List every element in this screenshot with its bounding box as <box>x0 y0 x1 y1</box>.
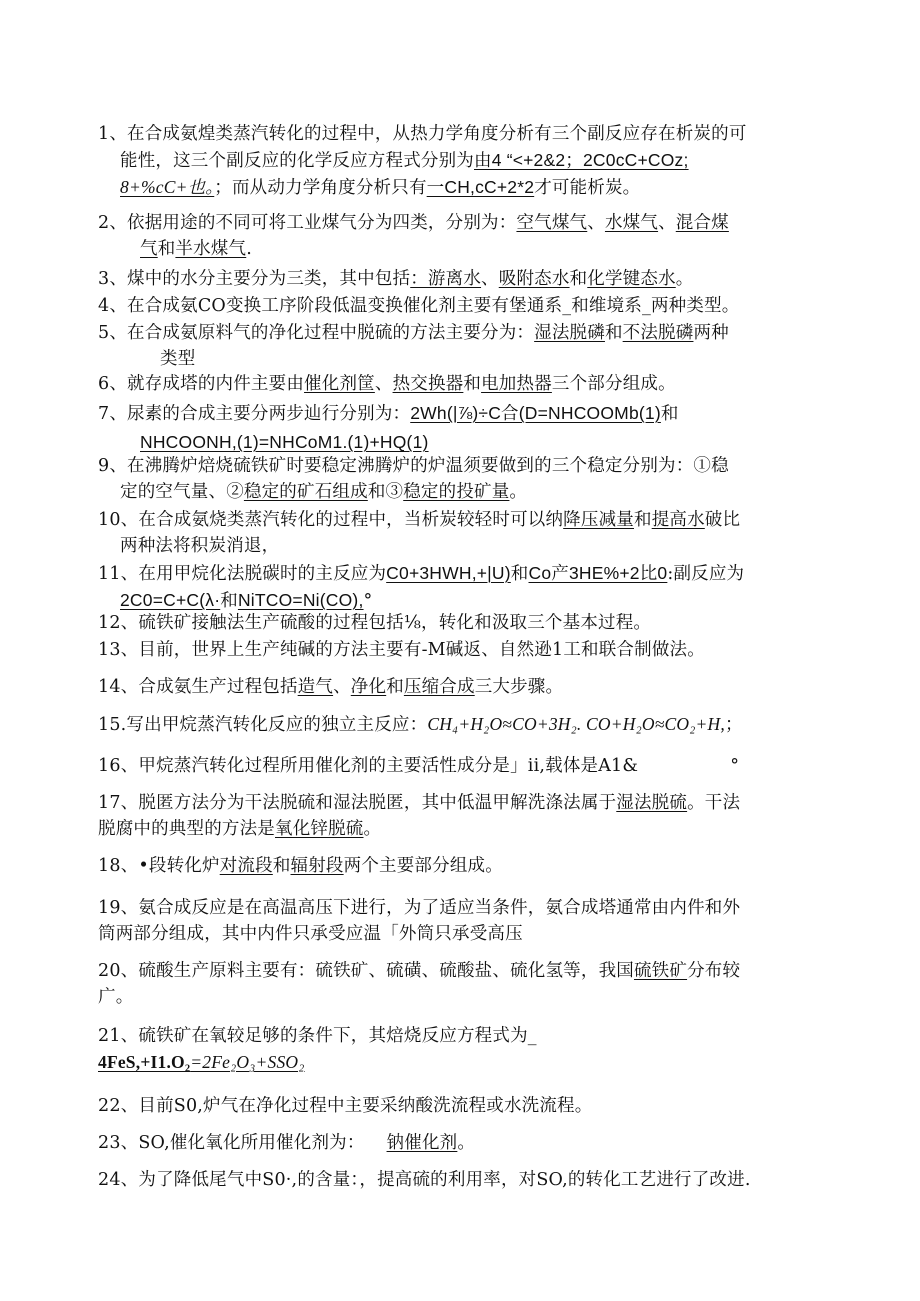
answer-underlined: 降压减量 <box>563 510 634 530</box>
text-line <box>98 674 828 700</box>
answer-underlined: 化学键态水 <box>587 269 676 289</box>
question-2 <box>98 210 828 262</box>
text-line <box>98 147 828 174</box>
question-21 <box>98 1023 828 1076</box>
answer-underlined: 辐射段 <box>290 856 344 876</box>
question-15 <box>98 711 828 738</box>
text: 、 <box>333 677 351 697</box>
answer-underlined: 8+%cC+也。 <box>120 177 215 197</box>
answer-underlined: 水煤气 <box>604 213 659 233</box>
text-line: 1、在合成氨煌类蒸汽转化的过程中，从热力学角度分析有三个副反应存在析炭的可 <box>98 124 747 144</box>
answer-underlined: 混合煤 <box>675 213 729 233</box>
text-line <box>98 790 828 816</box>
answer-underlined: 稳定的矿石组成 <box>243 482 368 502</box>
text: 18、•段转化炉 <box>98 856 220 876</box>
text: 和 <box>660 404 679 424</box>
question-17 <box>98 790 828 842</box>
answer-underlined: Co产3HE%+2比0 <box>528 563 668 583</box>
text: :副反应为 <box>667 564 745 584</box>
answer-underlined: 压缩合成 <box>403 677 475 697</box>
question-11 <box>98 560 828 614</box>
answer-underlined: 气 <box>140 239 158 259</box>
text: 。 <box>509 482 528 502</box>
text: 17、脱匿方法分为干法脱硫和湿法脱匿，其中低温甲解洗涤法属于 <box>98 793 617 813</box>
answer-underlined: 稳定的投矿量 <box>403 482 510 502</box>
text: 14、合成氨生产过程包括 <box>98 677 298 697</box>
text-line: 13、目前，世界上生产纯碱的方法主要有-M碱返、自然逊1工和联合制做法。 <box>98 640 705 660</box>
answer-underlined: 一CH,cC+2*2 <box>426 177 535 197</box>
text-line <box>98 479 828 505</box>
question-7 <box>98 400 828 456</box>
text-line <box>98 1049 828 1076</box>
text-line: 广。 <box>98 987 134 1007</box>
answer-underlined: 湿法脱磷 <box>534 323 605 343</box>
text: 20、硫酸生产原料主要有：硫铁矿、硫磺、硫酸盐、硫化氢等，我国 <box>98 961 634 981</box>
text-line <box>98 400 828 427</box>
answer-underlined: 热交换器 <box>392 374 464 394</box>
text: 2、依据用途的不同可将工业煤气分为四类，分别为： <box>98 213 517 233</box>
text: 7、尿素的合成主要分两步辿行分别为： <box>98 404 411 424</box>
text-line <box>98 1130 828 1156</box>
text-line <box>98 371 828 397</box>
text: 两种 <box>693 323 729 343</box>
answer-underlined: 2Wh(|⅞)÷C合(D=NHCOOMb(1) <box>410 403 661 423</box>
answer-underlined: 硫铁矿 <box>633 961 688 981</box>
text-line: 4、在合成氨CO变换工序阶段低温变换催化剂主要有堡通系_和维境系_两种类型。 <box>98 296 740 316</box>
answer-underlined: 钠催化剂 <box>386 1133 458 1153</box>
text-line <box>98 958 828 984</box>
text-line: 21、硫铁矿在氧较足够的条件下，其焙烧反应方程式为_ <box>98 1026 537 1046</box>
text-line: 筒两部分组成，其中内件只承受应温「外筒只承受高压 <box>98 924 523 944</box>
text-line: 类型 <box>160 349 196 369</box>
answer-underlined: 氧化锌脱硫 <box>275 819 364 839</box>
question-19 <box>98 895 828 947</box>
text: 脱腐中的典型的方法是 <box>98 819 275 839</box>
text: 、 <box>481 269 499 289</box>
question-1 <box>98 121 828 201</box>
text: 和 <box>569 269 588 289</box>
question-10 <box>98 507 828 559</box>
text: 三个部分组成。 <box>551 374 676 394</box>
question-16 <box>98 753 828 779</box>
text: ° <box>730 756 740 776</box>
text: 10、在合成氨烧类蒸汽转化的过程中，当析炭较轻时可以纳 <box>98 510 564 530</box>
answer-underlined: 造气 <box>297 677 334 697</box>
text-line: 19、氨合成反应是在高温高压下进行，为了适应当条件，氨合成塔通常由内件和外 <box>98 898 741 918</box>
text-line <box>98 429 828 456</box>
text: 才可能析炭。 <box>534 178 641 198</box>
question-13 <box>98 637 828 663</box>
text: 5、在合成氨原料气的净化过程中脱硫的方法主要分为： <box>98 323 535 343</box>
answer-underlined: 不法脱磷 <box>622 323 694 343</box>
answer-underlined: 催化剂筐 <box>304 374 375 394</box>
question-4 <box>98 293 828 319</box>
text-line <box>98 236 828 262</box>
text: . <box>246 239 252 259</box>
text: 和 <box>386 677 404 697</box>
text-line <box>98 507 828 533</box>
text-line <box>98 711 828 738</box>
answer-underlined: 半水煤气 <box>175 239 247 259</box>
text: 和 <box>220 591 238 611</box>
text: 和 <box>463 374 482 394</box>
answer-underlined: 空气煤气 <box>516 213 588 233</box>
text-line <box>98 210 828 236</box>
text-line: 两种法将积炭消退， <box>120 536 280 556</box>
formula: CH₄+H₂O≈CO+3H₂. CO+H₂O≈CO₂+H, <box>427 714 725 734</box>
text-line <box>98 853 828 879</box>
answer-underlined: 由4 “<+2&2；2C0cC+COz; <box>474 150 689 170</box>
text: 。 <box>675 269 694 289</box>
text-line <box>98 320 828 346</box>
text: 6、就存成塔的内件主要由 <box>98 374 305 394</box>
answer-underlined: NiTCO=Ni(CO), <box>237 590 364 610</box>
text-line: 9、在沸腾炉焙烧硫铁矿时要稳定沸腾炉的炉温须要做到的三个稳定分别为：①稳 <box>98 456 729 476</box>
text: 。 <box>457 1133 476 1153</box>
answer-underlined: 净化 <box>350 677 387 697</box>
text: 3、煤中的水分主要分为三类，其中包括 <box>98 269 411 289</box>
formula: =2Fe₂O₃+SSO₂ <box>190 1052 305 1072</box>
text: 和 <box>510 564 529 584</box>
question-14 <box>98 674 828 700</box>
question-6 <box>98 371 828 397</box>
text: 和③ <box>367 482 404 502</box>
answer-underlined: ：游离水 <box>410 269 482 289</box>
answer-underlined: 2C0=C+C(λ· <box>120 590 221 610</box>
answer-underlined: 提高水 <box>651 510 705 530</box>
question-18 <box>98 853 828 879</box>
answer-underlined: 电加热器 <box>481 374 552 394</box>
question-12 <box>98 610 828 636</box>
question-9 <box>98 453 828 505</box>
answer-underlined: NHCOONH,(1)=NHCoM1.(1)+HQ(1) <box>140 432 429 452</box>
text: 三大步骤。 <box>474 677 564 697</box>
text-line <box>98 753 828 779</box>
text: 两个主要部分组成。 <box>343 856 503 876</box>
text-line: 24、为了降低尾气中S0·,的含量：，提高硫的利用率，对SO,的转化工艺进行了改进. <box>98 1170 751 1190</box>
text-line <box>98 560 828 587</box>
answer-underlined: C0+3HWH,+|U) <box>386 563 511 583</box>
formula: 4FeS,+I1.O₂ <box>98 1052 191 1072</box>
question-22 <box>98 1093 828 1119</box>
text: 定的空气量、② <box>120 482 244 502</box>
text: 破比 <box>704 510 741 530</box>
text-line <box>98 266 828 292</box>
question-3 <box>98 266 828 292</box>
text: 15.写出甲烷蒸汽转化反应的独立主反应： <box>98 715 428 735</box>
text: 11、在用甲烷化法脱碳时的主反应为 <box>98 564 387 584</box>
text: 分布较 <box>687 961 741 981</box>
text: ； <box>724 715 743 735</box>
text: 。干法 <box>687 793 741 813</box>
text: ；而从动力学角度分析只有 <box>214 178 427 198</box>
question-5 <box>98 320 828 372</box>
text: 、 <box>658 213 676 233</box>
text: 和 <box>604 323 623 343</box>
question-23 <box>98 1130 828 1156</box>
question-20 <box>98 958 828 1010</box>
text: 和 <box>633 510 652 530</box>
answer-underlined: 湿法脱硫 <box>616 793 688 813</box>
text: 和 <box>157 239 176 259</box>
text: 、 <box>374 374 393 394</box>
text: 23、SO,催化氧化所用催化剂为： <box>98 1133 365 1153</box>
text: 。 <box>363 819 382 839</box>
text-line: 12、硫铁矿接触法生产硫酸的过程包括⅛，转化和汲取三个基本过程。 <box>98 613 652 633</box>
answer-underlined: 对流段 <box>219 856 273 876</box>
text: 、 <box>587 213 605 233</box>
text-line <box>98 174 828 201</box>
text: 能性，这三个副反应的化学反应方程式分别为 <box>120 151 474 171</box>
text-line: 22、目前S0,炉气在净化过程中主要采纳酸洗流程或水洗流程。 <box>98 1096 593 1116</box>
question-24 <box>98 1167 828 1193</box>
text: 16、甲烷蒸汽转化过程所用催化剂的主要活性成分是」ii,载体是A1& <box>98 756 639 776</box>
text-line <box>98 816 828 842</box>
text: ° <box>363 591 373 611</box>
answer-underlined: 吸附态水 <box>498 269 570 289</box>
text: 和 <box>272 856 291 876</box>
